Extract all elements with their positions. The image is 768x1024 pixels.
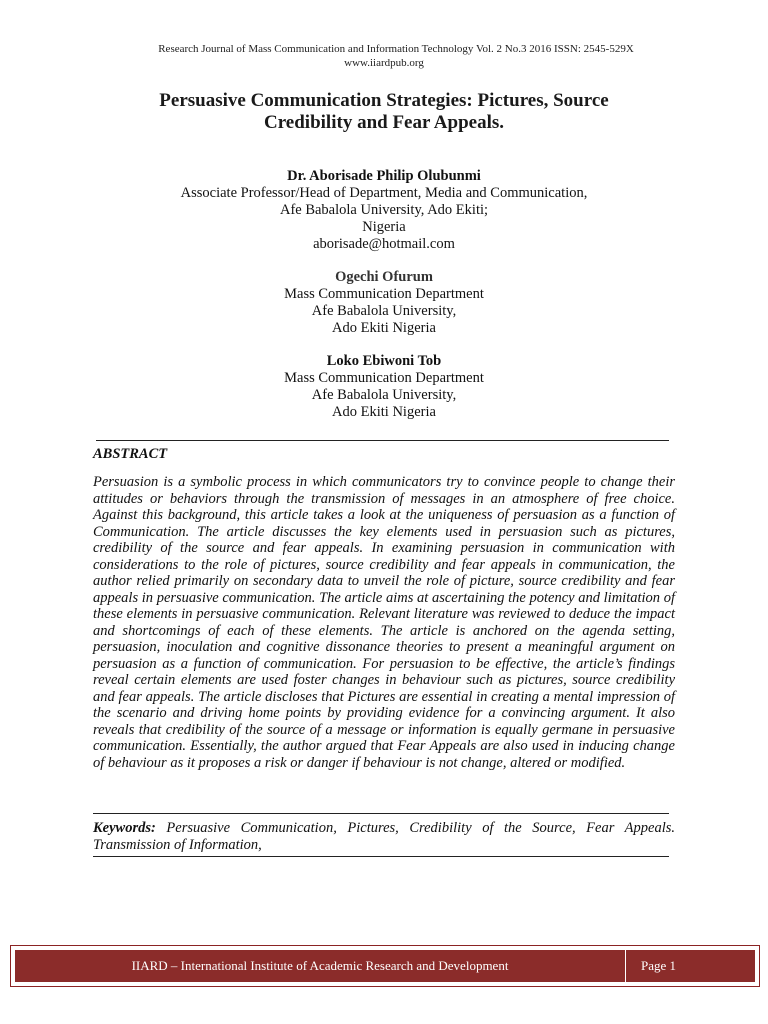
section-divider — [93, 856, 669, 857]
keywords-text: Persuasive Communication, Pictures, Credibility of the Source, Fear Appeals. Transmission of Information, — [93, 820, 675, 853]
abstract-body: Persuasion is a symbolic process in which communicators try to convince people to change their attitudes or behaviors through the transmission of messages in an atmosphere of free choice. Against this background, this article takes a look at the uniqueness of persuasion as a function of Communication. The article discusses the key elements used in persuasion such as pictures, credibility of the source and fear appeals. In examining persuasion in communication with considerations to the role of pictures, source credibility and fear appeals in communication, the author relied primarily on secondary data to unveil the role of picture, source credibility and fear appeals in persuasive communication. The article aims at ascertaining the potency and limitation of these elements in persuasive communication. Relevant literature was reviewed to deduce the impact and shortcomings of each of these elements. The article is anchored on the agenda setting, persuasion, inoculation and cognitive dissonance theories to present a meaningful argument on persuasion as a function of communication. For persuasion to be effective, the article’s findings reveal certain elements are used foster changes in behaviour such as pictures, source credibility and fear appeals. The article discloses that Pictures are essential in creating a mental impression of the scenario and driving home points by providing evidence for a convincing argument. It also reveals that credibility of the source of a message or information is equally germane in persuasive communication. Essentially, the author argued that Fear Appeals are also used in inducing change of behaviour as it proposes a risk or danger if behaviour is not change, altered or modified. — [93, 474, 675, 771]
journal-citation: Research Journal of Mass Communication and Information Technology Vol. 2 No.3 2016 ISSN: 2545-529X — [158, 43, 634, 55]
author-email: aborisade@hotmail.com — [313, 236, 455, 252]
author-name: Ogechi Ofurum — [335, 269, 433, 285]
author-name: Dr. Aborisade Philip Olubunmi — [287, 168, 481, 184]
section-divider — [93, 813, 669, 814]
author-affiliation: Ado Ekiti Nigeria — [332, 404, 436, 420]
paper-title-line-1: Persuasive Communication Strategies: Pictures, Source — [159, 90, 609, 111]
keywords-label: Keywords: — [93, 820, 156, 836]
footer-band — [15, 950, 755, 982]
author-affiliation: Afe Babalola University, — [311, 303, 457, 319]
page-footer — [10, 945, 760, 987]
abstract-heading: ABSTRACT — [93, 446, 168, 462]
page-number: Page 1 — [641, 958, 677, 973]
keywords — [93, 820, 675, 853]
author-block — [0, 353, 768, 421]
author-affiliation: Afe Babalola University, — [311, 387, 457, 403]
author-affiliation: Afe Babalola University, Ado Ekiti; — [279, 202, 489, 218]
author-affiliation: Nigeria — [362, 219, 406, 235]
section-divider — [96, 440, 669, 441]
author-list — [0, 168, 768, 437]
paper-title — [60, 90, 708, 134]
journal-header — [0, 42, 768, 70]
paper-title-line-2: Credibility and Fear Appeals. — [264, 112, 504, 133]
author-block — [0, 168, 768, 253]
journal-website: www.iiardpub.org — [344, 57, 424, 69]
author-affiliation: Mass Communication Department — [284, 370, 484, 386]
author-affiliation: Mass Communication Department — [284, 286, 484, 302]
author-affiliation: Ado Ekiti Nigeria — [332, 320, 436, 336]
footer-publisher: IIARD – International Institute of Academic Research and Development — [15, 950, 626, 982]
author-affiliation: Associate Professor/Head of Department, Media and Communication, — [180, 185, 588, 201]
author-name: Loko Ebiwoni Tob — [326, 353, 442, 369]
author-block — [0, 269, 768, 337]
